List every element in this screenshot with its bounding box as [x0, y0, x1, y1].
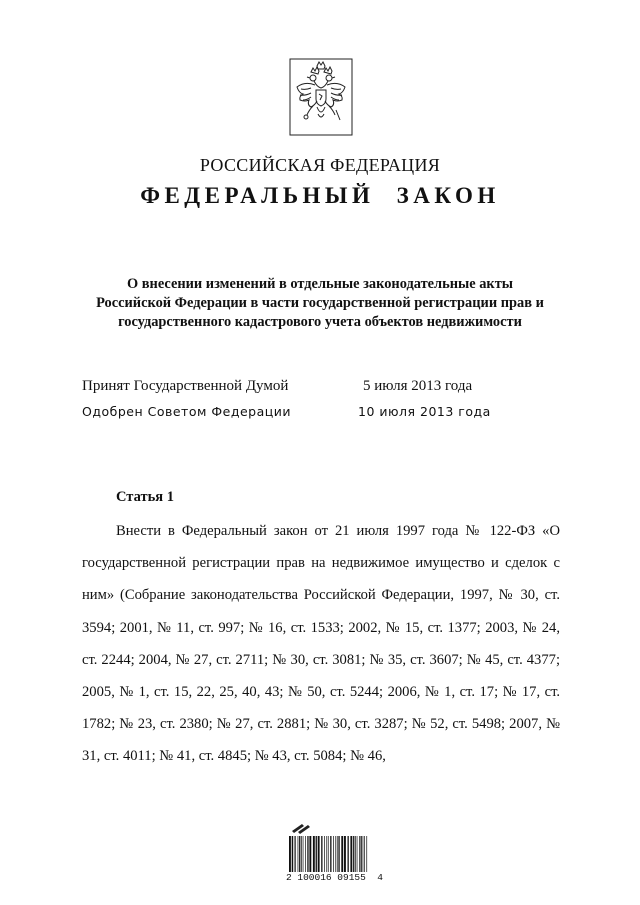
adoption-row-council	[82, 404, 542, 426]
approval-label: Одобрен Советом Федерации	[82, 404, 292, 419]
law-title	[60, 275, 580, 332]
adoption-label: Принят Государственной Думой	[82, 378, 289, 394]
article-body: Внести в Федеральный закон от 21 июля 1997 года № 122-ФЗ «О государственной регистрации прав на недвижимое имущество и сделок с ним» (Собрание законодательства Российской Федерации, 1997, № 30, ст. 3594; 2001, № 11, ст. 997; № 16, ст. 1533; 2002, № 15, ст. 1377; 2003, № 24, ст. 2244; 2004, № 27, ст. 2711; № 30, ст. 3081; № 35, ст. 3607; № 45, ст. 4377; 2005, № 1, ст. 15, 22, 25, 40, 43; № 50, ст. 5244; 2006, № 1, ст. 17; № 17, ст. 1782; № 23, ст. 2380; № 27, ст. 2881; № 30, ст. 3287; № 52, ст. 5498; 2007, № 31, ст. 4011; № 41, ст. 4845; № 43, ст. 5084; № 46,	[82, 523, 560, 765]
law-title-line: государственного кадастрового учета объектов недвижимости	[118, 314, 522, 330]
adoption-row-duma	[82, 378, 542, 400]
law-type-heading: ФЕДЕРАЛЬНЫЙ ЗАКОН	[140, 183, 500, 208]
approval-date: 10 июля 2013 года	[358, 404, 491, 419]
law-title-line: О внесении изменений в отдельные законодательные акты	[126, 276, 514, 292]
law-title-line: Российской Федерации в части государственной регистрации прав и	[96, 295, 544, 311]
coat-of-arms-icon	[289, 58, 353, 136]
barcode-icon	[288, 822, 370, 872]
country-name: РОССИЙСКАЯ ФЕДЕРАЦИЯ	[199, 155, 441, 175]
adoption-date: 5 июля 2013 года	[363, 378, 473, 394]
article-heading: Статья 1	[116, 489, 174, 505]
barcode-number: 2 100016 09155 4	[286, 872, 383, 883]
